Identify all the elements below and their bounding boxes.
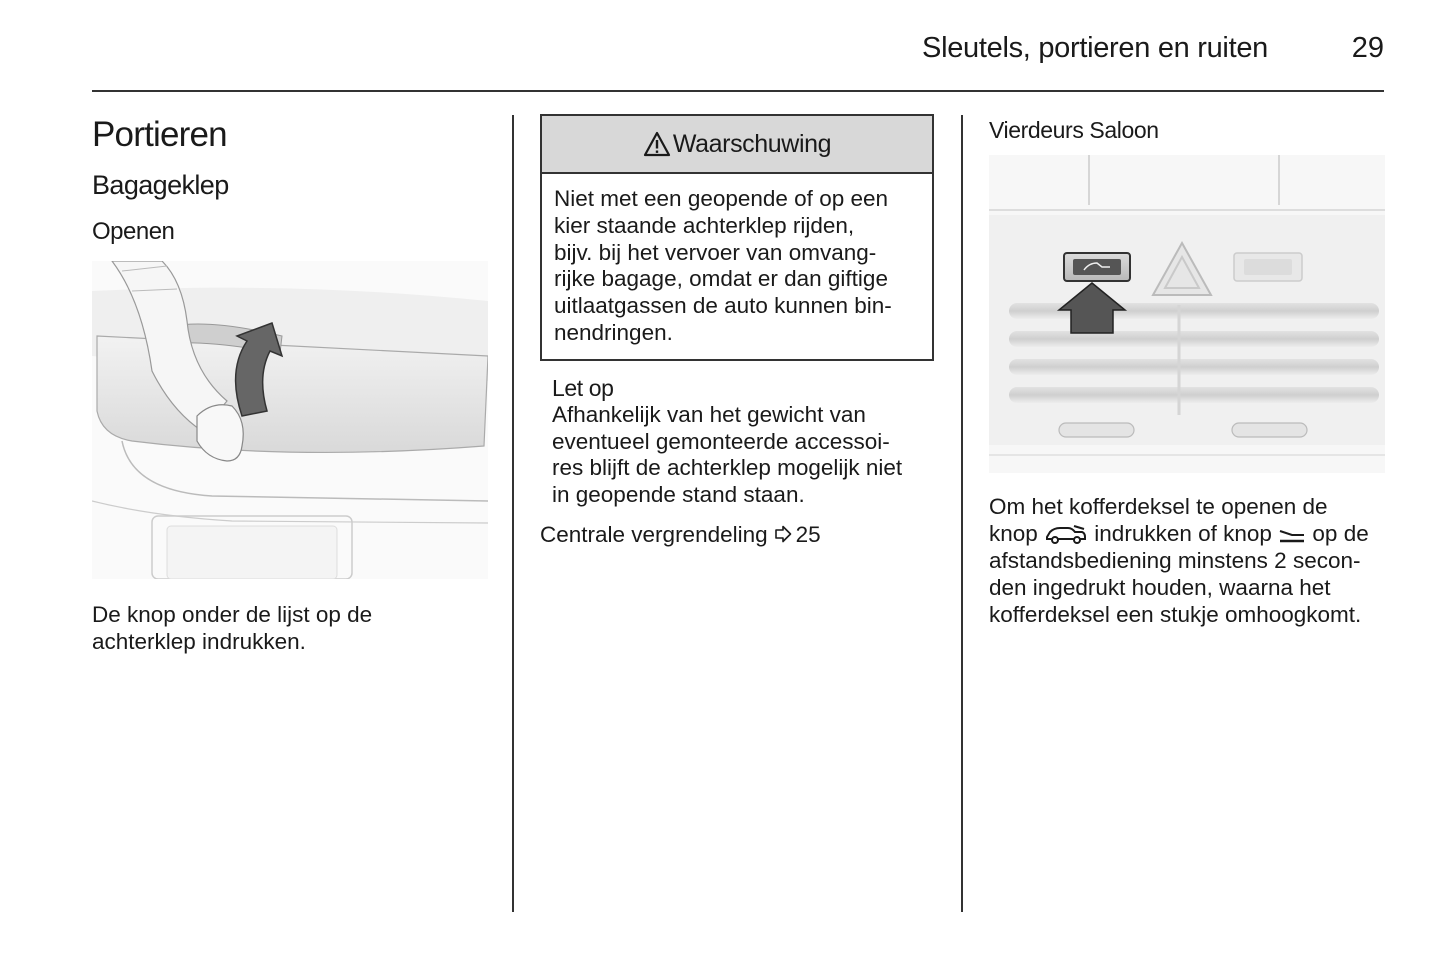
note-line: in geopende stand staan. — [552, 482, 805, 508]
warning-body — [542, 174, 932, 359]
page-header-title: Sleutels, portieren en ruiten — [922, 32, 1268, 64]
column-1 — [92, 110, 492, 655]
warning-line: kier staande achterklep rijden, — [554, 212, 855, 238]
warning-line: nendringen. — [554, 319, 673, 345]
reference-page: 25 — [795, 521, 821, 547]
body-text-saloon — [989, 493, 1387, 628]
column-3 — [989, 110, 1387, 628]
body-fragment: knop — [989, 521, 1045, 546]
page-number: 29 — [1351, 32, 1384, 64]
body-line — [989, 520, 1387, 547]
subsection-title: Bagageklep — [92, 170, 229, 200]
reference-label: Centrale vergrendeling — [540, 521, 768, 547]
body-line: den ingedrukt houden, waarna het — [989, 575, 1331, 600]
note-block — [540, 375, 935, 509]
warning-line: uitlaatgassen de auto kunnen bin- — [554, 293, 892, 319]
cross-reference[interactable] — [540, 521, 935, 548]
sub-sub-title-saloon: Vierdeurs Saloon — [989, 117, 1159, 143]
body-fragment: op de — [1306, 521, 1369, 546]
body-text-openen: De knop onder de lijst op de achterklep indrukken. — [92, 602, 373, 654]
warning-triangle-icon — [643, 131, 671, 157]
car-trunk-icon — [1044, 523, 1088, 545]
dashboard-trunk-button-illustration — [989, 155, 1385, 473]
warning-header — [542, 116, 932, 174]
tailgate-handle-illustration — [92, 261, 488, 579]
body-line: kofferdeksel een stukje omhoogkomt. — [989, 602, 1362, 627]
page-reference-arrow-icon — [774, 525, 792, 543]
remote-trunk-icon — [1278, 525, 1306, 545]
page-header — [92, 28, 1384, 92]
warning-title: Waarschuwing — [672, 129, 832, 158]
warning-box — [540, 114, 934, 361]
column-divider-left — [512, 115, 514, 912]
sub-sub-title-openen: Openen — [92, 218, 175, 245]
note-line: eventueel gemonteerde accessoi- — [552, 428, 890, 454]
body-line: Om het kofferdeksel te openen de — [989, 494, 1328, 519]
warning-line: rijke bagage, omdat er dan giftige — [554, 266, 888, 292]
body-line: afstandsbediening minstens 2 secon- — [989, 548, 1361, 573]
note-title: Let op — [552, 374, 614, 401]
body-fragment: indrukken of knop — [1088, 521, 1279, 546]
note-line: res blijft de achterklep mogelijk niet — [552, 455, 903, 481]
column-2 — [540, 110, 935, 548]
warning-line: Niet met een geopende of op een — [554, 186, 889, 211]
warning-line: bijv. bij het vervoer van omvang- — [554, 239, 877, 265]
note-line: Afhankelijk van het gewicht van — [552, 401, 866, 427]
column-divider-right — [961, 115, 963, 912]
section-title: Portieren — [92, 115, 227, 154]
